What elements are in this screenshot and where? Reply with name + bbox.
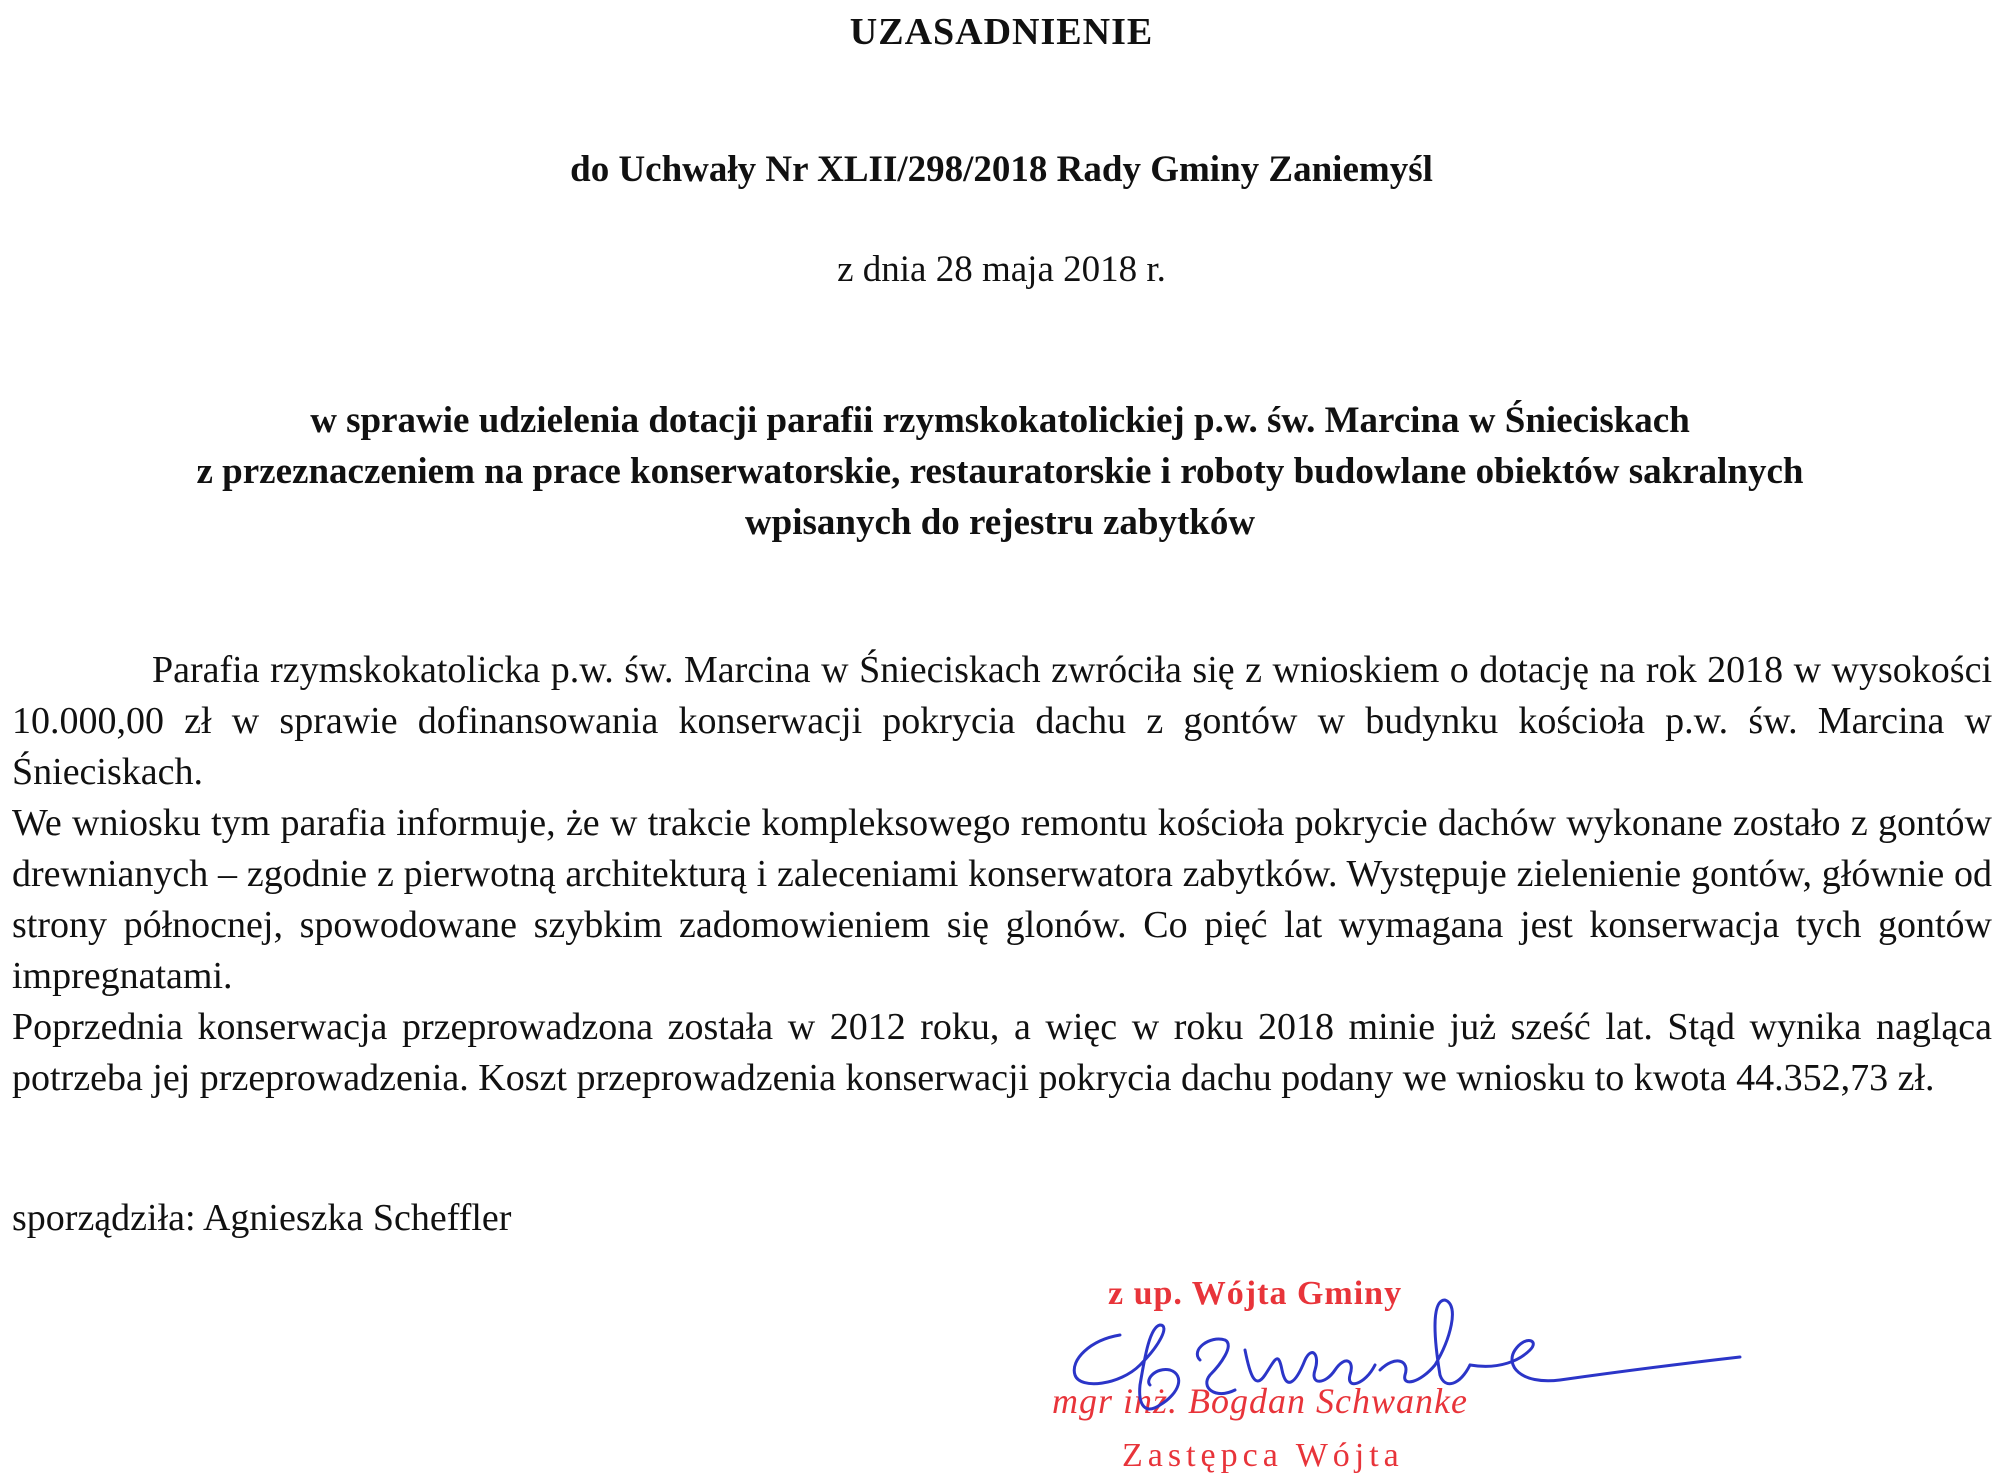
paragraph: Parafia rzymskokatolicka p.w. św. Marcina w Śnieciskach zwróciła się z wnioskiem o dotację na rok 2018 w wysokości 10.000,00 zł w sprawie dofinansowania konserwacji pokrycia dachu z gontów w budynku kościoła p.w. św. Marcina w Śnieciskach. <box>12 649 1992 793</box>
paragraph: We wniosku tym parafia informuje, że w trakcie kompleksowego remontu kościoła pokrycie dachów wykonane zostało z gontów drewnianych – zgodnie z pierwotną architekturą i zaleceniami konserwatora zabytków. Występuje zielenienie gontów, głównie od strony północnej, spowodowane szybkim zadomowieniem się glonów. Co pięć lat wymagana jest konserwacja tych gontów impregnatami. <box>12 802 1992 997</box>
stamp-authorization: z up. Wójta Gminy <box>1108 1275 1403 1312</box>
resolution-reference: do Uchwały Nr XLII/298/2018 Rady Gminy Zaniemyśl <box>570 149 1433 190</box>
document-title: UZASADNIENIE <box>849 11 1154 53</box>
subject-block <box>30 395 1970 548</box>
subject-line: z przeznaczeniem na prace konserwatorskie, restauratorskie i roboty budowlane obiektów sakralnych <box>196 451 1804 492</box>
prepared-by: sporządziła: Agnieszka Scheffler <box>12 1197 512 1239</box>
subject-line: wpisanych do rejestru zabytków <box>744 502 1256 543</box>
justification-body <box>12 645 1992 1104</box>
handwritten-signature <box>1050 1265 1770 1465</box>
stamp-position: Zastępca Wójta <box>1122 1437 1404 1474</box>
paragraph: Poprzednia konserwacja przeprowadzona została w 2012 roku, a więc w roku 2018 minie już sześć lat. Stąd wynika nagląca potrzeba jej przeprowadzenia. Koszt przeprowadzenia konserwacji pokrycia dachu podany we wniosku to kwota 44.352,73 zł. <box>12 1006 1992 1099</box>
subject-line: w sprawie udzielenia dotacji parafii rzymskokatolickiej p.w. św. Marcina w Śnieciskach <box>310 400 1690 441</box>
stamp-name: mgr inż. Bogdan Schwanke <box>1052 1381 1468 1421</box>
resolution-date: z dnia 28 maja 2018 r. <box>837 249 1166 290</box>
